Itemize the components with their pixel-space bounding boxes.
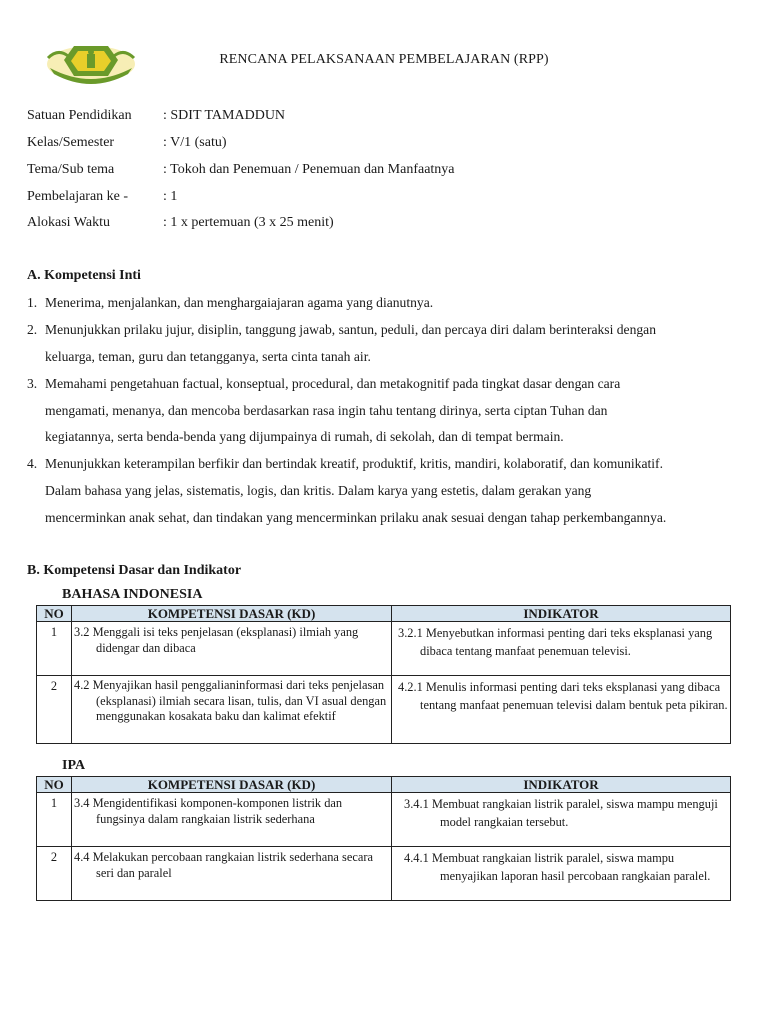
ki-line: kegiatannya, serta benda-benda yang dijumpainya di rumah, di sekolah, dan di tempat bermain. <box>45 429 564 444</box>
ki-number: 4. <box>27 456 38 471</box>
kd-cell: 3.2 Menggali isi teks penjelasan (eksplanasi) ilmiah yang didengar dan dibaca <box>72 622 392 676</box>
ki-number: 2. <box>27 322 38 337</box>
ki-line: Menunjukkan prilaku jujur, disiplin, tanggung jawab, santun, peduli, dan percaya diri dalam berinteraksi dengan <box>45 322 657 337</box>
ki-line: Memahami pengetahuan factual, konseptual, procedural, dan metakognitif pada tingkat dasar dengan cara <box>45 376 621 391</box>
ki-line: keluarga, teman, guru dan tetangganya, serta cinta tanah air. <box>45 349 371 364</box>
column-header-no: NO <box>37 606 72 622</box>
identity-row-pembelajaran <box>27 189 177 205</box>
kd-table-ipa <box>36 776 731 901</box>
identity-value: : SDIT TAMADDUN <box>163 108 286 123</box>
identity-value: : 1 <box>163 189 178 204</box>
identity-row-satuan <box>27 108 285 124</box>
identity-label: Kelas/Semester <box>27 135 115 150</box>
identity-value: : Tokoh dan Penemuan / Penemuan dan Manfaatnya <box>163 162 455 177</box>
row-number: 1 <box>37 622 72 676</box>
indikator-cell: 3.2.1 Menyebutkan informasi penting dari teks eksplanasi yang dibaca tentang manfaat penemuan televisi. <box>392 622 731 676</box>
identity-value: : 1 x pertemuan (3 x 25 menit) <box>163 215 334 230</box>
kd-cell: 4.2 Menyajikan hasil penggalianinformasi dari teks penjelasan (eksplanasi) ilmiah secara lisan, tulis, dan VI asual dengan menggunakan kosakata baku dan kalimat efektif <box>72 676 392 744</box>
table-header-row <box>37 777 731 793</box>
subject-heading-ipa: IPA <box>62 758 86 773</box>
identity-row-alokasi <box>27 215 334 231</box>
subject-heading-bahasa-indonesia: BAHASA INDONESIA <box>62 587 203 602</box>
ki-number: 3. <box>27 376 38 391</box>
table-row <box>37 847 731 901</box>
kd-cell: 4.4 Melakukan percobaan rangkaian listrik sederhana secara seri dan paralel <box>72 847 392 901</box>
kd-table-bahasa-indonesia <box>36 605 731 744</box>
row-number: 1 <box>37 793 72 847</box>
ki-line: Menunjukkan keterampilan berfikir dan bertindak kreatif, produktif, kritis, mandiri, kolaboratif, dan komunikatif. <box>45 456 663 471</box>
column-header-indikator: INDIKATOR <box>392 606 731 622</box>
document-title: RENCANA PELAKSANAAN PEMBELAJARAN (RPP) <box>219 52 549 67</box>
ki-number: 1. <box>27 295 38 310</box>
section-a-heading: A. Kompetensi Inti <box>27 268 141 283</box>
ki-line: Dalam bahasa yang jelas, sistematis, logis, dan kritis. Dalam karya yang estetis, dalam gerakan yang <box>45 483 592 498</box>
table-row <box>37 793 731 847</box>
column-header-indikator: INDIKATOR <box>392 777 731 793</box>
section-b-heading: B. Kompetensi Dasar dan Indikator <box>27 563 242 578</box>
row-number: 2 <box>37 676 72 744</box>
ki-line: mencerminkan anak sehat, dan tindakan yang mencerminkan prilaku anak sesuai dengan tahap perkembangannya. <box>45 510 667 525</box>
table-row <box>37 622 731 676</box>
identity-row-kelas <box>27 135 227 151</box>
ki-line: Menerima, menjalankan, dan menghargaiajaran agama yang dianutnya. <box>45 295 434 310</box>
table-header-row <box>37 606 731 622</box>
kd-cell: 3.4 Mengidentifikasi komponen-komponen listrik dan fungsinya dalam rangkaian listrik sederhana <box>72 793 392 847</box>
indikator-cell: 4.2.1 Menulis informasi penting dari teks eksplanasi yang dibaca tentang manfaat penemuan televisi dalam bentuk peta pikiran. <box>392 676 731 744</box>
column-header-kd: KOMPETENSI DASAR (KD) <box>72 777 392 793</box>
column-header-no: NO <box>37 777 72 793</box>
identity-row-tema <box>27 162 455 178</box>
identity-label: Alokasi Waktu <box>27 215 110 230</box>
table-row <box>37 676 731 744</box>
identity-label: Satuan Pendidikan <box>27 108 132 123</box>
identity-label: Pembelajaran ke - <box>27 189 129 204</box>
column-header-kd: KOMPETENSI DASAR (KD) <box>72 606 392 622</box>
ki-line: mengamati, menanya, dan mencoba berdasarkan rasa ingin tahu tentang dirinya, serta ciptan Tuhan dan <box>45 403 608 418</box>
indikator-cell: 3.4.1 Membuat rangkaian listrik paralel, siswa mampu menguji model rangkaian tersebut. <box>392 793 731 847</box>
indikator-cell: 4.4.1 Membuat rangkaian listrik paralel, siswa mampu menyajikan laporan hasil percobaan rangkaian paralel. <box>392 847 731 901</box>
identity-value: : V/1 (satu) <box>163 135 227 150</box>
row-number: 2 <box>37 847 72 901</box>
identity-label: Tema/Sub tema <box>27 162 115 177</box>
